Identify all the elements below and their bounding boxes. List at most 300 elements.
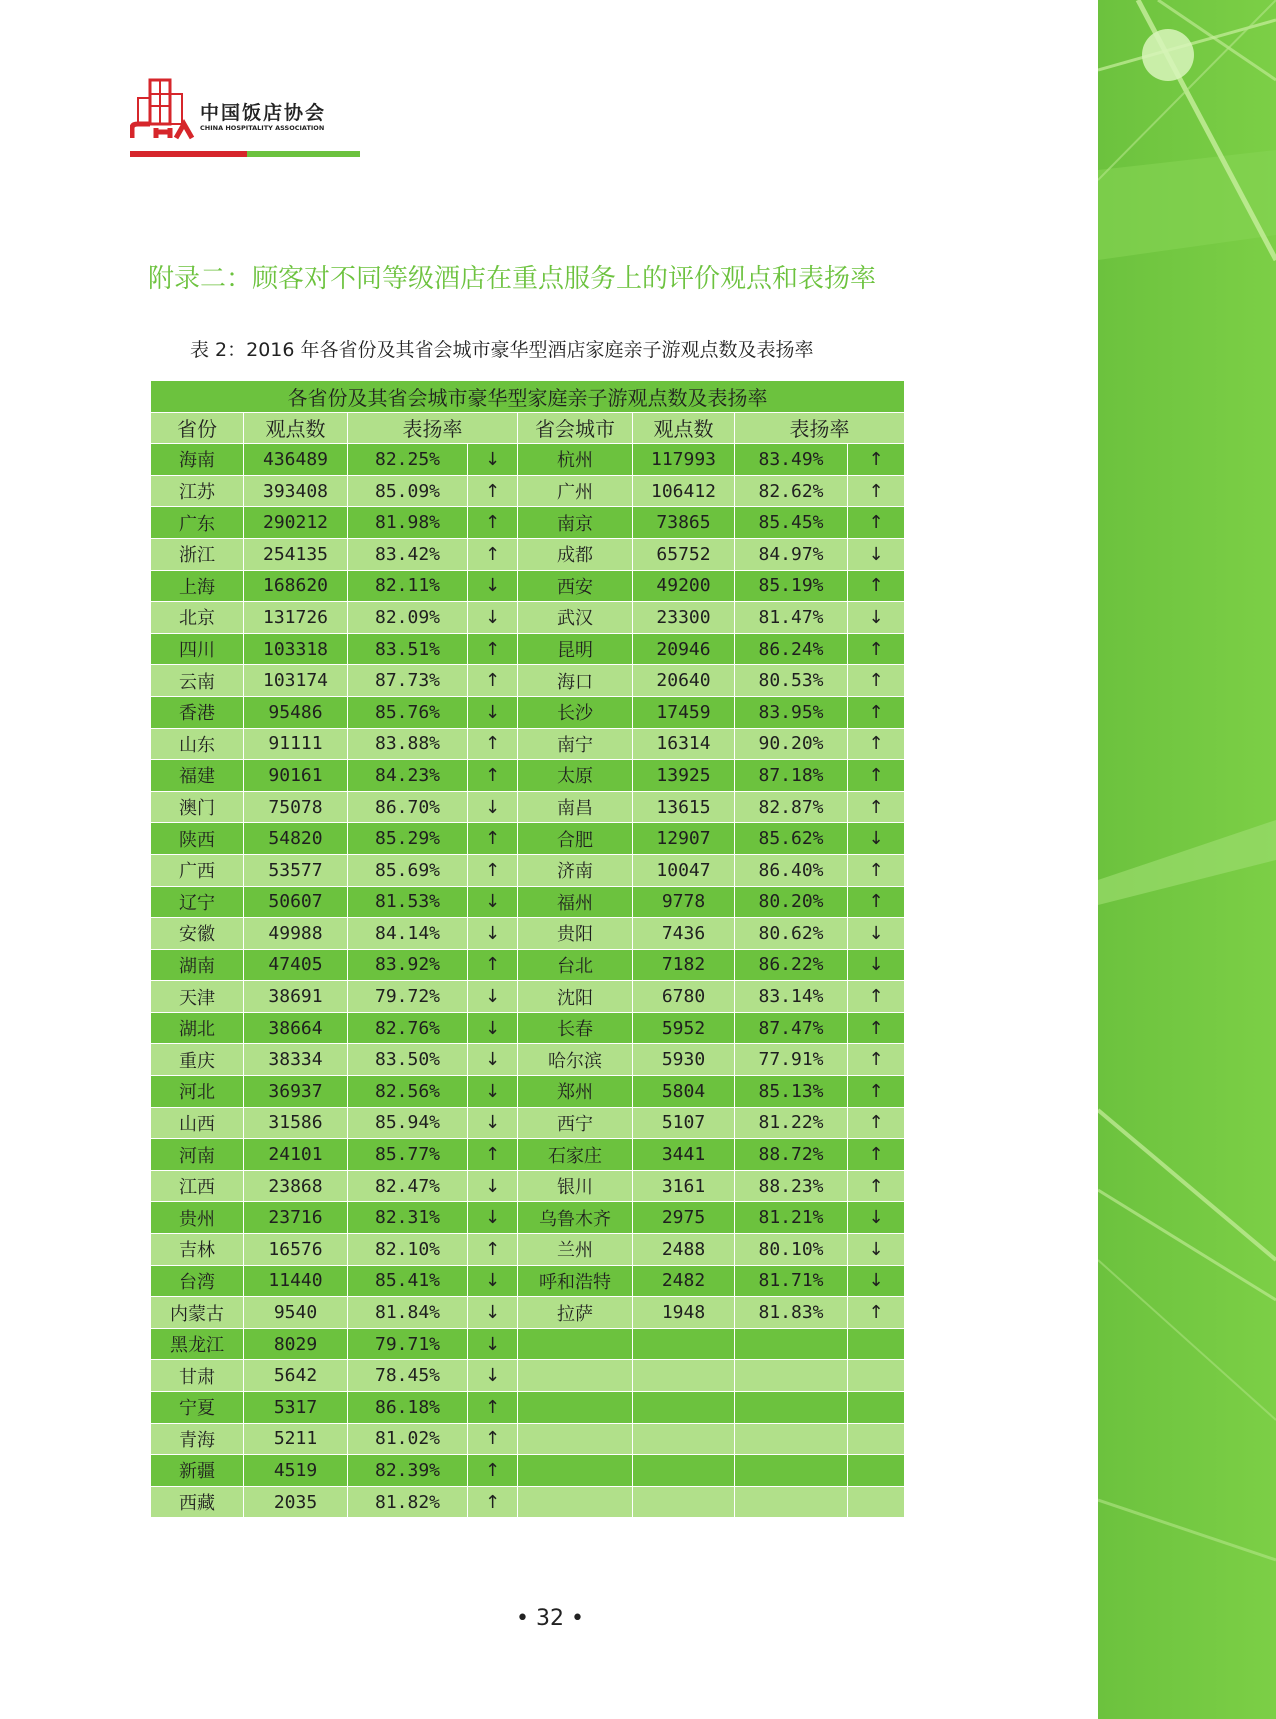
- city-rate: 88.23%: [735, 1170, 848, 1202]
- city-trend-arrow: ↑: [848, 507, 905, 539]
- city-rate: 82.62%: [735, 475, 848, 507]
- empty-cell: [735, 1455, 848, 1487]
- province-count: 5211: [244, 1423, 348, 1455]
- city-name: 海口: [518, 665, 633, 697]
- province-trend-arrow: ↓: [468, 981, 518, 1013]
- province-trend-arrow: ↓: [468, 886, 518, 918]
- city-count: 17459: [633, 696, 735, 728]
- province-name: 青海: [151, 1423, 244, 1455]
- city-count: 16314: [633, 728, 735, 760]
- city-rate: 81.22%: [735, 1107, 848, 1139]
- city-rate: 83.14%: [735, 981, 848, 1013]
- table-caption: 表 2：2016 年各省份及其省会城市豪华型酒店家庭亲子游观点数及表扬率: [190, 339, 814, 361]
- table-row: [151, 444, 905, 476]
- table-row: [151, 633, 905, 665]
- city-trend-arrow: ↓: [848, 1202, 905, 1234]
- city-trend-arrow: ↑: [848, 760, 905, 792]
- header-city-count: 观点数: [633, 412, 735, 444]
- city-name: 乌鲁木齐: [518, 1202, 633, 1234]
- province-trend-arrow: ↓: [468, 1328, 518, 1360]
- city-rate: 84.97%: [735, 538, 848, 570]
- table-row: [151, 696, 905, 728]
- province-name: 海南: [151, 444, 244, 476]
- table-row: [151, 1392, 905, 1424]
- city-name: 西安: [518, 570, 633, 602]
- province-name: 吉林: [151, 1234, 244, 1266]
- city-name: 郑州: [518, 1076, 633, 1108]
- empty-cell: [848, 1328, 905, 1360]
- table-row: [151, 1139, 905, 1171]
- empty-cell: [735, 1328, 848, 1360]
- decorative-lines: [1098, 0, 1276, 1719]
- city-rate: 83.49%: [735, 444, 848, 476]
- province-name: 四川: [151, 633, 244, 665]
- province-trend-arrow: ↑: [468, 949, 518, 981]
- province-rate: 86.70%: [348, 791, 468, 823]
- province-count: 91111: [244, 728, 348, 760]
- province-count: 9540: [244, 1297, 348, 1329]
- header-city: 省会城市: [518, 412, 633, 444]
- city-count: 7182: [633, 949, 735, 981]
- table-row: [151, 570, 905, 602]
- province-count: 290212: [244, 507, 348, 539]
- table-row: [151, 538, 905, 570]
- city-trend-arrow: ↑: [848, 633, 905, 665]
- city-rate: 86.22%: [735, 949, 848, 981]
- province-rate: 82.39%: [348, 1455, 468, 1487]
- empty-cell: [633, 1392, 735, 1424]
- province-name: 辽宁: [151, 886, 244, 918]
- table-row: [151, 1202, 905, 1234]
- city-name: 石家庄: [518, 1139, 633, 1171]
- city-rate: 80.53%: [735, 665, 848, 697]
- city-trend-arrow: ↓: [848, 823, 905, 855]
- city-trend-arrow: ↑: [848, 1012, 905, 1044]
- city-trend-arrow: ↓: [848, 918, 905, 950]
- province-count: 2035: [244, 1486, 348, 1518]
- province-rate: 81.82%: [348, 1486, 468, 1518]
- province-count: 54820: [244, 823, 348, 855]
- city-count: 49200: [633, 570, 735, 602]
- province-rate: 82.25%: [348, 444, 468, 476]
- province-count: 254135: [244, 538, 348, 570]
- province-trend-arrow: ↓: [468, 1044, 518, 1076]
- city-count: 12907: [633, 823, 735, 855]
- city-trend-arrow: ↑: [848, 1170, 905, 1202]
- city-count: 23300: [633, 602, 735, 634]
- city-trend-arrow: ↑: [848, 1107, 905, 1139]
- table-row: [151, 475, 905, 507]
- province-rate: 85.94%: [348, 1107, 468, 1139]
- city-rate: 83.95%: [735, 696, 848, 728]
- province-name: 浙江: [151, 538, 244, 570]
- decorative-side-band: [1098, 0, 1276, 1719]
- province-name: 宁夏: [151, 1392, 244, 1424]
- city-rate: 86.40%: [735, 854, 848, 886]
- city-rate: 77.91%: [735, 1044, 848, 1076]
- city-count: 2488: [633, 1234, 735, 1266]
- province-trend-arrow: ↑: [468, 507, 518, 539]
- province-count: 436489: [244, 444, 348, 476]
- city-name: 成都: [518, 538, 633, 570]
- city-count: 7436: [633, 918, 735, 950]
- province-trend-arrow: ↓: [468, 1202, 518, 1234]
- city-name: 台北: [518, 949, 633, 981]
- table-header-row: [151, 412, 905, 444]
- table-row: [151, 1360, 905, 1392]
- table-row: [151, 1297, 905, 1329]
- empty-cell: [735, 1423, 848, 1455]
- city-trend-arrow: ↑: [848, 696, 905, 728]
- table-row: [151, 1076, 905, 1108]
- province-rate: 85.76%: [348, 696, 468, 728]
- city-name: 武汉: [518, 602, 633, 634]
- province-count: 168620: [244, 570, 348, 602]
- province-count: 95486: [244, 696, 348, 728]
- logo-underline-green: [247, 151, 360, 157]
- empty-cell: [848, 1360, 905, 1392]
- empty-cell: [518, 1360, 633, 1392]
- city-rate: 85.62%: [735, 823, 848, 855]
- province-trend-arrow: ↑: [468, 823, 518, 855]
- city-rate: 87.47%: [735, 1012, 848, 1044]
- appendix-title: 附录二：顾客对不同等级酒店在重点服务上的评价观点和表扬率: [148, 264, 877, 294]
- province-count: 24101: [244, 1139, 348, 1171]
- province-trend-arrow: ↓: [468, 1170, 518, 1202]
- province-trend-arrow: ↓: [468, 602, 518, 634]
- city-name: 西宁: [518, 1107, 633, 1139]
- province-trend-arrow: ↑: [468, 1139, 518, 1171]
- city-count: 3441: [633, 1139, 735, 1171]
- province-count: 75078: [244, 791, 348, 823]
- city-trend-arrow: ↑: [848, 475, 905, 507]
- province-rate: 83.88%: [348, 728, 468, 760]
- city-rate: 81.71%: [735, 1265, 848, 1297]
- city-count: 1948: [633, 1297, 735, 1329]
- city-trend-arrow: ↑: [848, 570, 905, 602]
- province-trend-arrow: ↓: [468, 696, 518, 728]
- empty-cell: [848, 1392, 905, 1424]
- header-province-rate: 表扬率: [348, 412, 518, 444]
- city-rate: 80.62%: [735, 918, 848, 950]
- city-count: 5804: [633, 1076, 735, 1108]
- empty-cell: [633, 1455, 735, 1487]
- province-trend-arrow: ↑: [468, 1455, 518, 1487]
- province-name: 江苏: [151, 475, 244, 507]
- province-name: 内蒙古: [151, 1297, 244, 1329]
- table-row: [151, 854, 905, 886]
- province-name: 新疆: [151, 1455, 244, 1487]
- empty-cell: [848, 1455, 905, 1487]
- city-rate: 85.45%: [735, 507, 848, 539]
- province-trend-arrow: ↓: [468, 1076, 518, 1108]
- table-row: [151, 665, 905, 697]
- city-name: 杭州: [518, 444, 633, 476]
- city-rate: 80.10%: [735, 1234, 848, 1266]
- province-name: 河北: [151, 1076, 244, 1108]
- province-name: 广东: [151, 507, 244, 539]
- province-count: 53577: [244, 854, 348, 886]
- province-trend-arrow: ↑: [468, 1423, 518, 1455]
- province-rate: 83.92%: [348, 949, 468, 981]
- province-name: 香港: [151, 696, 244, 728]
- province-trend-arrow: ↑: [468, 475, 518, 507]
- empty-cell: [735, 1392, 848, 1424]
- province-rate: 84.14%: [348, 918, 468, 950]
- city-trend-arrow: ↑: [848, 886, 905, 918]
- province-trend-arrow: ↓: [468, 570, 518, 602]
- province-name: 云南: [151, 665, 244, 697]
- city-rate: 81.47%: [735, 602, 848, 634]
- city-name: 合肥: [518, 823, 633, 855]
- province-name: 台湾: [151, 1265, 244, 1297]
- city-rate: 80.20%: [735, 886, 848, 918]
- city-rate: 81.21%: [735, 1202, 848, 1234]
- table-row: [151, 981, 905, 1013]
- province-name: 黑龙江: [151, 1328, 244, 1360]
- table-row: [151, 760, 905, 792]
- province-name: 山西: [151, 1107, 244, 1139]
- city-rate: 85.13%: [735, 1076, 848, 1108]
- province-trend-arrow: ↓: [468, 1265, 518, 1297]
- province-count: 131726: [244, 602, 348, 634]
- city-count: 3161: [633, 1170, 735, 1202]
- province-trend-arrow: ↑: [468, 633, 518, 665]
- city-rate: 81.83%: [735, 1297, 848, 1329]
- cha-logo-mark: [130, 76, 200, 142]
- province-name: 澳门: [151, 791, 244, 823]
- province-trend-arrow: ↓: [468, 1012, 518, 1044]
- city-count: 5930: [633, 1044, 735, 1076]
- city-count: 10047: [633, 854, 735, 886]
- province-count: 16576: [244, 1234, 348, 1266]
- province-name: 安徽: [151, 918, 244, 950]
- city-count: 2975: [633, 1202, 735, 1234]
- header-province: 省份: [151, 412, 244, 444]
- province-name: 重庆: [151, 1044, 244, 1076]
- city-name: 哈尔滨: [518, 1044, 633, 1076]
- province-count: 23868: [244, 1170, 348, 1202]
- province-rate: 79.71%: [348, 1328, 468, 1360]
- province-count: 47405: [244, 949, 348, 981]
- province-rate: 82.10%: [348, 1234, 468, 1266]
- table-row: [151, 1234, 905, 1266]
- province-rate: 83.50%: [348, 1044, 468, 1076]
- province-trend-arrow: ↓: [468, 1360, 518, 1392]
- province-name: 西藏: [151, 1486, 244, 1518]
- table-row: [151, 728, 905, 760]
- table-row: [151, 1423, 905, 1455]
- city-count: 9778: [633, 886, 735, 918]
- city-trend-arrow: ↑: [848, 791, 905, 823]
- province-count: 49988: [244, 918, 348, 950]
- province-rate: 79.72%: [348, 981, 468, 1013]
- city-trend-arrow: ↓: [848, 602, 905, 634]
- province-trend-arrow: ↑: [468, 728, 518, 760]
- city-rate: 87.18%: [735, 760, 848, 792]
- city-name: 长沙: [518, 696, 633, 728]
- city-trend-arrow: ↑: [848, 1139, 905, 1171]
- table-row: [151, 1486, 905, 1518]
- province-name: 天津: [151, 981, 244, 1013]
- province-name: 山东: [151, 728, 244, 760]
- province-name: 湖南: [151, 949, 244, 981]
- province-name: 陕西: [151, 823, 244, 855]
- ratings-table: [150, 380, 905, 1518]
- city-rate: 82.87%: [735, 791, 848, 823]
- province-count: 50607: [244, 886, 348, 918]
- table-row: [151, 1044, 905, 1076]
- city-name: 沈阳: [518, 981, 633, 1013]
- province-trend-arrow: ↑: [468, 760, 518, 792]
- city-count: 13615: [633, 791, 735, 823]
- city-count: 117993: [633, 444, 735, 476]
- city-name: 广州: [518, 475, 633, 507]
- province-trend-arrow: ↓: [468, 918, 518, 950]
- city-trend-arrow: ↑: [848, 854, 905, 886]
- province-trend-arrow: ↑: [468, 665, 518, 697]
- province-trend-arrow: ↓: [468, 1107, 518, 1139]
- province-count: 38664: [244, 1012, 348, 1044]
- province-rate: 81.53%: [348, 886, 468, 918]
- table-row: [151, 1012, 905, 1044]
- province-count: 103318: [244, 633, 348, 665]
- city-name: 南宁: [518, 728, 633, 760]
- province-name: 上海: [151, 570, 244, 602]
- table-row: [151, 507, 905, 539]
- empty-cell: [735, 1486, 848, 1518]
- table-row: [151, 949, 905, 981]
- table-row: [151, 823, 905, 855]
- province-count: 393408: [244, 475, 348, 507]
- province-rate: 83.42%: [348, 538, 468, 570]
- province-rate: 87.73%: [348, 665, 468, 697]
- logo-name: 中国饭店协会: [200, 102, 327, 124]
- province-rate: 84.23%: [348, 760, 468, 792]
- province-name: 贵州: [151, 1202, 244, 1234]
- table-row: [151, 1170, 905, 1202]
- province-rate: 86.18%: [348, 1392, 468, 1424]
- page-number: • 32 •: [516, 1606, 584, 1631]
- logo-subtitle: CHINA HOSPITALITY ASSOCIATION: [200, 124, 325, 132]
- header-province-count: 观点数: [244, 412, 348, 444]
- province-count: 90161: [244, 760, 348, 792]
- table-row: [151, 1455, 905, 1487]
- table-row: [151, 1107, 905, 1139]
- province-rate: 82.31%: [348, 1202, 468, 1234]
- city-count: 73865: [633, 507, 735, 539]
- city-trend-arrow: ↑: [848, 981, 905, 1013]
- city-trend-arrow: ↓: [848, 1265, 905, 1297]
- province-count: 31586: [244, 1107, 348, 1139]
- city-rate: 90.20%: [735, 728, 848, 760]
- province-trend-arrow: ↓: [468, 444, 518, 476]
- province-trend-arrow: ↓: [468, 1297, 518, 1329]
- province-count: 38691: [244, 981, 348, 1013]
- province-rate: 81.02%: [348, 1423, 468, 1455]
- table-row: [151, 886, 905, 918]
- province-rate: 82.47%: [348, 1170, 468, 1202]
- table-row: [151, 602, 905, 634]
- city-count: 65752: [633, 538, 735, 570]
- city-trend-arrow: ↑: [848, 1297, 905, 1329]
- empty-cell: [518, 1486, 633, 1518]
- province-name: 福建: [151, 760, 244, 792]
- empty-cell: [518, 1392, 633, 1424]
- province-name: 广西: [151, 854, 244, 886]
- province-trend-arrow: ↑: [468, 1486, 518, 1518]
- city-name: 太原: [518, 760, 633, 792]
- province-rate: 85.77%: [348, 1139, 468, 1171]
- empty-cell: [633, 1423, 735, 1455]
- city-name: 呼和浩特: [518, 1265, 633, 1297]
- city-count: 13925: [633, 760, 735, 792]
- empty-cell: [633, 1360, 735, 1392]
- cha-logo: [130, 76, 370, 160]
- province-count: 11440: [244, 1265, 348, 1297]
- table-row: [151, 918, 905, 950]
- city-name: 贵阳: [518, 918, 633, 950]
- province-trend-arrow: ↑: [468, 854, 518, 886]
- logo-underline-red: [130, 151, 247, 157]
- city-name: 济南: [518, 854, 633, 886]
- table-row: [151, 791, 905, 823]
- city-trend-arrow: ↓: [848, 949, 905, 981]
- city-trend-arrow: ↓: [848, 538, 905, 570]
- province-count: 8029: [244, 1328, 348, 1360]
- province-rate: 85.41%: [348, 1265, 468, 1297]
- city-trend-arrow: ↑: [848, 665, 905, 697]
- province-rate: 82.56%: [348, 1076, 468, 1108]
- city-trend-arrow: ↓: [848, 1234, 905, 1266]
- province-rate: 78.45%: [348, 1360, 468, 1392]
- province-rate: 82.11%: [348, 570, 468, 602]
- empty-cell: [735, 1360, 848, 1392]
- province-trend-arrow: ↑: [468, 538, 518, 570]
- province-count: 5317: [244, 1392, 348, 1424]
- city-name: 兰州: [518, 1234, 633, 1266]
- city-name: 昆明: [518, 633, 633, 665]
- province-rate: 85.29%: [348, 823, 468, 855]
- province-name: 江西: [151, 1170, 244, 1202]
- city-name: 南昌: [518, 791, 633, 823]
- province-rate: 81.84%: [348, 1297, 468, 1329]
- city-trend-arrow: ↑: [848, 1076, 905, 1108]
- province-count: 4519: [244, 1455, 348, 1487]
- empty-cell: [633, 1328, 735, 1360]
- province-name: 甘肃: [151, 1360, 244, 1392]
- table-row: [151, 1328, 905, 1360]
- city-count: 6780: [633, 981, 735, 1013]
- empty-cell: [633, 1486, 735, 1518]
- city-rate: 88.72%: [735, 1139, 848, 1171]
- empty-cell: [518, 1423, 633, 1455]
- province-name: 湖北: [151, 1012, 244, 1044]
- province-trend-arrow: ↓: [468, 791, 518, 823]
- table-banner: 各省份及其省会城市豪华型家庭亲子游观点数及表扬率: [151, 381, 905, 413]
- province-count: 36937: [244, 1076, 348, 1108]
- province-rate: 85.09%: [348, 475, 468, 507]
- city-trend-arrow: ↑: [848, 444, 905, 476]
- header-city-rate: 表扬率: [735, 412, 905, 444]
- province-trend-arrow: ↑: [468, 1392, 518, 1424]
- city-rate: 86.24%: [735, 633, 848, 665]
- province-rate: 81.98%: [348, 507, 468, 539]
- city-name: 银川: [518, 1170, 633, 1202]
- province-rate: 82.76%: [348, 1012, 468, 1044]
- city-name: 长春: [518, 1012, 633, 1044]
- city-name: 南京: [518, 507, 633, 539]
